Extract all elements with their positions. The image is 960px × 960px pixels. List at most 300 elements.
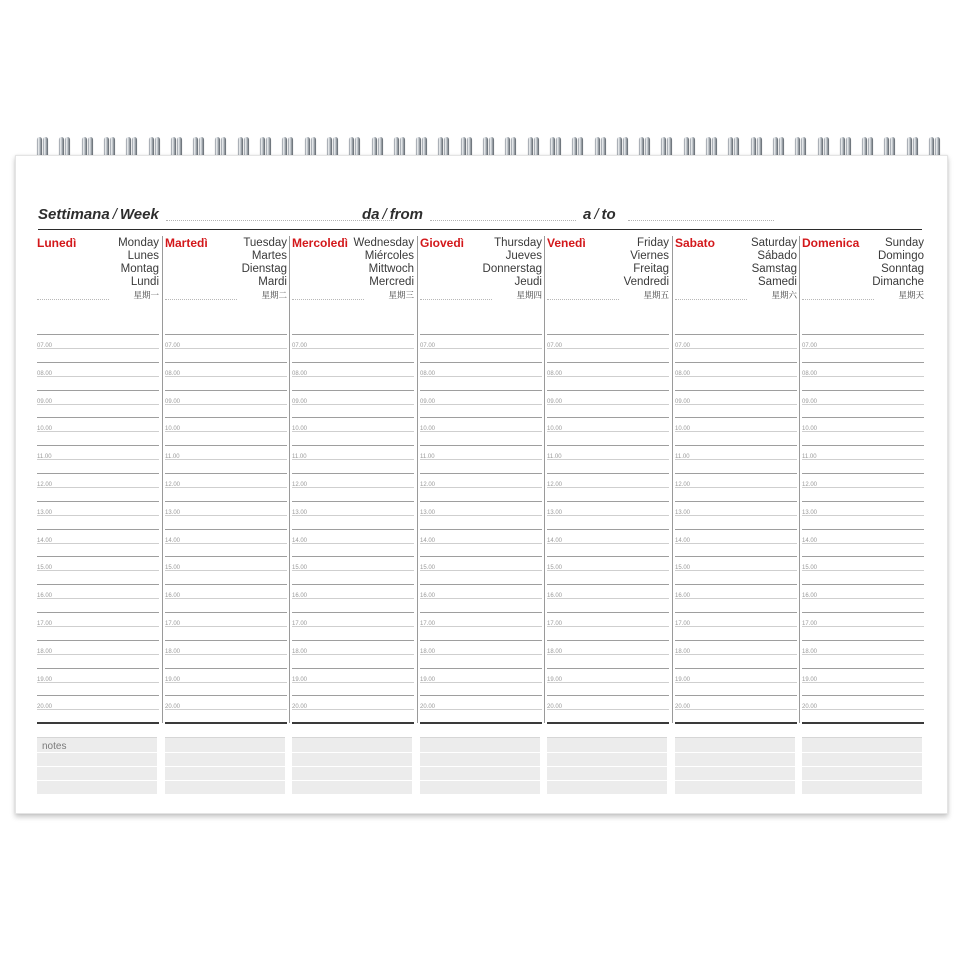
time-slot-line[interactable] [802, 626, 924, 627]
notes-box[interactable] [165, 737, 285, 794]
time-slot-line[interactable] [292, 404, 414, 405]
day-translation: Montag [120, 263, 159, 275]
time-slot-line[interactable] [420, 348, 542, 349]
time-slot-line[interactable] [547, 431, 669, 432]
time-slot-line[interactable] [675, 404, 797, 405]
time-slot-line[interactable] [675, 459, 797, 460]
day-column [675, 234, 797, 724]
notes-line [547, 780, 667, 781]
notes-line [420, 752, 540, 753]
time-slot-line[interactable] [802, 404, 924, 405]
hour-label: 17.00 [165, 621, 181, 627]
hour-label: 09.00 [802, 398, 818, 405]
time-slot-line[interactable] [292, 543, 414, 544]
date-field[interactable] [37, 298, 109, 300]
time-slot-line[interactable] [802, 362, 924, 363]
time-slot-line[interactable] [547, 390, 669, 391]
from-label: da / from [362, 206, 424, 223]
to-date-field[interactable] [628, 219, 774, 221]
time-slot-line[interactable] [547, 598, 669, 599]
time-slot-line[interactable] [420, 529, 542, 530]
hour-label: 07.00 [675, 343, 691, 349]
time-slot-line[interactable] [420, 570, 542, 571]
time-slot-line[interactable] [165, 376, 287, 377]
hour-label: 11.00 [165, 454, 180, 461]
day-translation: Lunes [127, 250, 159, 262]
time-slot-line[interactable] [292, 390, 414, 391]
time-slot-line[interactable] [292, 682, 414, 683]
time-slot-line[interactable] [37, 709, 159, 710]
time-slot-line[interactable] [547, 515, 669, 516]
time-slot-line[interactable] [37, 529, 159, 530]
time-slot-line[interactable] [165, 556, 287, 557]
hour-label: 07.00 [547, 343, 563, 349]
time-slot-line[interactable] [37, 626, 159, 627]
time-slot-line[interactable] [37, 682, 159, 683]
hour-label: 07.00 [292, 343, 308, 349]
time-slot-line[interactable] [547, 487, 669, 488]
time-slot-line[interactable] [675, 682, 797, 683]
time-slot-line[interactable] [547, 543, 669, 544]
hour-label: 12.00 [37, 482, 53, 488]
day-column [547, 234, 669, 724]
time-slot-line[interactable] [420, 404, 542, 405]
time-slot-line[interactable] [802, 654, 924, 655]
time-slot-line[interactable] [165, 348, 287, 349]
time-slot-line[interactable] [420, 487, 542, 488]
hour-label: 16.00 [547, 593, 563, 600]
time-slot-line[interactable] [802, 695, 924, 696]
time-slot-line[interactable] [420, 445, 542, 446]
time-slot-line[interactable] [420, 459, 542, 460]
time-slot-line[interactable] [292, 459, 414, 460]
time-slot-line[interactable] [165, 584, 287, 585]
time-slot-line[interactable] [802, 640, 924, 641]
notes-line [165, 780, 285, 781]
to-label: a / to [583, 206, 616, 223]
time-slot-line[interactable] [675, 501, 797, 502]
hour-label: 12.00 [802, 482, 818, 488]
day-translation: Martes [251, 250, 287, 262]
time-slot-line[interactable] [292, 487, 414, 488]
time-slot-line[interactable] [675, 668, 797, 669]
hour-label: 19.00 [292, 676, 308, 683]
time-slot-line[interactable] [547, 376, 669, 377]
time-slot-line[interactable] [37, 515, 159, 516]
day-translation: Mittwoch [368, 263, 414, 275]
time-slot-line[interactable] [165, 543, 287, 544]
time-slot-line[interactable] [420, 390, 542, 391]
time-slot-line[interactable] [547, 556, 669, 557]
time-slot-line[interactable] [292, 417, 414, 418]
time-slot-line[interactable] [292, 612, 414, 613]
day-translations [118, 237, 159, 301]
time-slot-line[interactable] [37, 570, 159, 571]
time-slot-line[interactable] [37, 640, 159, 641]
time-slot-line[interactable] [165, 640, 287, 641]
day-translation: Domingo [877, 250, 924, 262]
time-slot-line[interactable] [37, 556, 159, 557]
time-slot-line[interactable] [420, 543, 542, 544]
time-slot-line[interactable] [802, 390, 924, 391]
date-field[interactable] [802, 298, 874, 300]
time-slot-line[interactable] [547, 709, 669, 710]
time-slot-line[interactable] [547, 626, 669, 627]
time-slot-line[interactable] [420, 584, 542, 585]
time-slot-line[interactable] [165, 445, 287, 446]
time-slot-line[interactable] [547, 695, 669, 696]
time-slot-line[interactable] [547, 612, 669, 613]
time-slot-line[interactable] [675, 598, 797, 599]
hour-label: 12.00 [165, 482, 181, 488]
time-slot-line[interactable] [165, 598, 287, 599]
time-slot-line[interactable] [37, 431, 159, 432]
notes-line [165, 766, 285, 767]
time-slot-line[interactable] [675, 543, 797, 544]
column-bottom-rule [292, 722, 414, 724]
time-slot-line[interactable] [802, 431, 924, 432]
notes-line [292, 752, 412, 753]
time-slot-line[interactable] [165, 501, 287, 502]
time-slot-line[interactable] [547, 362, 669, 363]
time-slot-line[interactable] [675, 473, 797, 474]
hour-label: 20.00 [37, 704, 53, 711]
time-slot-line[interactable] [675, 626, 797, 627]
time-slot-line[interactable] [802, 668, 924, 669]
from-date-field[interactable] [430, 219, 576, 221]
time-slot-line[interactable] [420, 473, 542, 474]
hour-label: 11.00 [420, 454, 435, 461]
time-slot-line[interactable] [420, 362, 542, 363]
day-translation: Thursday [494, 237, 542, 249]
time-slot-line[interactable] [292, 376, 414, 377]
time-slot-line[interactable] [37, 584, 159, 585]
time-slot-line[interactable] [292, 556, 414, 557]
time-slot-line[interactable] [547, 654, 669, 655]
time-slot-line[interactable] [802, 682, 924, 683]
time-slot-line[interactable] [547, 417, 669, 418]
hour-label: 14.00 [547, 537, 563, 544]
column-bottom-rule [420, 722, 542, 724]
day-translations [872, 237, 924, 301]
time-slot-line[interactable] [675, 709, 797, 710]
time-slot-line[interactable] [37, 459, 159, 460]
notes-box[interactable] [547, 737, 667, 794]
time-slot-line[interactable] [802, 348, 924, 349]
day-separator [799, 236, 800, 723]
time-slot-line[interactable] [292, 362, 414, 363]
week-number-field[interactable] [166, 219, 394, 221]
time-slot-line[interactable] [675, 362, 797, 363]
hour-label: 13.00 [547, 509, 563, 516]
time-slot-line[interactable] [802, 584, 924, 585]
time-slot-line[interactable] [802, 473, 924, 474]
time-slot-line[interactable] [675, 529, 797, 530]
time-slot-line[interactable] [165, 668, 287, 669]
time-slot-line[interactable] [37, 348, 159, 349]
day-name: Sabato [675, 236, 716, 250]
time-slot-line[interactable] [165, 459, 287, 460]
notes-box[interactable] [420, 737, 540, 794]
time-slot-line[interactable] [547, 668, 669, 669]
time-slot-line[interactable] [675, 348, 797, 349]
day-translation: Monday [118, 237, 159, 249]
time-slot-line[interactable] [37, 362, 159, 363]
time-slot-line[interactable] [165, 473, 287, 474]
day-translation: Viernes [630, 250, 669, 262]
time-slot-line[interactable] [37, 543, 159, 544]
hour-label: 15.00 [37, 565, 53, 572]
time-slot-line[interactable] [675, 487, 797, 488]
time-slot-line[interactable] [165, 570, 287, 571]
time-slot-line[interactable] [420, 515, 542, 516]
time-slot-line[interactable] [165, 529, 287, 530]
time-slot-line[interactable] [420, 417, 542, 418]
time-slot-line[interactable] [802, 529, 924, 530]
hour-label: 12.00 [420, 482, 436, 488]
time-slot-line[interactable] [37, 654, 159, 655]
time-slot-line[interactable] [547, 529, 669, 530]
time-slot-line[interactable] [420, 709, 542, 710]
hour-label: 12.00 [292, 482, 308, 488]
time-slot-line[interactable] [675, 515, 797, 516]
date-field[interactable] [547, 298, 619, 300]
time-slot-line[interactable] [37, 501, 159, 502]
time-slot-line[interactable] [802, 445, 924, 446]
time-slot-line[interactable] [37, 695, 159, 696]
time-slot-line[interactable] [292, 640, 414, 641]
time-slot-line[interactable] [37, 404, 159, 405]
time-slot-line[interactable] [420, 556, 542, 557]
time-slot-line[interactable] [165, 654, 287, 655]
date-field[interactable] [292, 298, 364, 300]
time-slot-line[interactable] [165, 417, 287, 418]
time-slot-line[interactable] [802, 334, 924, 335]
time-slot-line[interactable] [292, 584, 414, 585]
time-slot-line[interactable] [292, 348, 414, 349]
time-slot-line[interactable] [165, 612, 287, 613]
time-slot-line[interactable] [675, 417, 797, 418]
time-slot-line[interactable] [420, 626, 542, 627]
time-slot-line[interactable] [802, 501, 924, 502]
time-slot-line[interactable] [37, 417, 159, 418]
time-slot-line[interactable] [675, 334, 797, 335]
column-bottom-rule [37, 722, 159, 724]
hour-label: 18.00 [547, 648, 563, 655]
time-slot-line[interactable] [292, 626, 414, 627]
time-slot-line[interactable] [675, 376, 797, 377]
time-slot-line[interactable] [420, 695, 542, 696]
time-slot-line[interactable] [420, 598, 542, 599]
hour-label: 13.00 [675, 509, 691, 516]
time-slot-line[interactable] [292, 668, 414, 669]
time-slot-line[interactable] [165, 515, 287, 516]
day-translations [624, 237, 669, 301]
time-slot-line[interactable] [675, 431, 797, 432]
time-slot-line[interactable] [292, 473, 414, 474]
time-slot-line[interactable] [420, 376, 542, 377]
time-slot-line[interactable] [802, 417, 924, 418]
time-slot-line[interactable] [675, 640, 797, 641]
time-slot-line[interactable] [802, 556, 924, 557]
time-slot-line[interactable] [675, 612, 797, 613]
time-slot-line[interactable] [37, 445, 159, 446]
date-field[interactable] [420, 298, 492, 300]
time-slot-line[interactable] [37, 612, 159, 613]
notes-box[interactable] [292, 737, 412, 794]
time-slot-line[interactable] [292, 598, 414, 599]
time-slot-line[interactable] [165, 487, 287, 488]
date-field[interactable] [675, 298, 747, 300]
time-slot-line[interactable] [802, 709, 924, 710]
time-slot-line[interactable] [37, 390, 159, 391]
time-slot-line[interactable] [165, 695, 287, 696]
time-slot-line[interactable] [165, 390, 287, 391]
time-slot-line[interactable] [292, 445, 414, 446]
date-field[interactable] [165, 298, 237, 300]
day-translation: Sábado [757, 250, 797, 262]
time-slot-line[interactable] [165, 334, 287, 335]
day-name: Lunedì [37, 236, 77, 250]
time-slot-line[interactable] [420, 668, 542, 669]
time-slot-line[interactable] [802, 543, 924, 544]
time-slot-line[interactable] [292, 570, 414, 571]
hour-label: 11.00 [292, 454, 307, 461]
hour-label: 08.00 [420, 370, 436, 377]
time-slot-line[interactable] [547, 584, 669, 585]
time-slot-line[interactable] [547, 445, 669, 446]
day-translation: Samstag [751, 263, 797, 275]
time-slot-line[interactable] [547, 404, 669, 405]
notes-line [675, 780, 795, 781]
hour-label: 10.00 [165, 426, 181, 433]
notes-line [37, 780, 157, 781]
hour-label: 14.00 [802, 537, 818, 544]
time-slot-line[interactable] [547, 570, 669, 571]
time-slot-line[interactable] [165, 709, 287, 710]
time-slot-line[interactable] [37, 376, 159, 377]
time-slot-line[interactable] [292, 529, 414, 530]
time-slot-line[interactable] [802, 598, 924, 599]
time-slot-line[interactable] [292, 515, 414, 516]
time-slot-line[interactable] [165, 404, 287, 405]
hour-label: 08.00 [547, 370, 563, 377]
time-slot-line[interactable] [802, 459, 924, 460]
time-slot-line[interactable] [37, 334, 159, 335]
hour-label: 16.00 [675, 593, 691, 600]
time-slot-line[interactable] [420, 654, 542, 655]
time-slot-line[interactable] [802, 612, 924, 613]
day-translation: Mercredi [369, 276, 414, 288]
time-slot-line[interactable] [547, 473, 669, 474]
time-slot-line[interactable] [292, 709, 414, 710]
time-slot-line[interactable] [37, 668, 159, 669]
time-slot-line[interactable] [675, 556, 797, 557]
time-slot-line[interactable] [547, 459, 669, 460]
time-slot-line[interactable] [547, 334, 669, 335]
time-slot-line[interactable] [547, 501, 669, 502]
time-slot-line[interactable] [802, 487, 924, 488]
notes-box[interactable] [802, 737, 922, 794]
day-translation-chinese: 星期三 [388, 290, 414, 300]
time-slot-line[interactable] [165, 626, 287, 627]
time-slot-line[interactable] [165, 431, 287, 432]
time-slot-line[interactable] [547, 640, 669, 641]
hour-label: 11.00 [675, 454, 690, 461]
notes-line [37, 766, 157, 767]
time-slot-line[interactable] [802, 515, 924, 516]
time-slot-line[interactable] [675, 654, 797, 655]
day-translation: Wednesday [353, 237, 414, 249]
notes-line [165, 752, 285, 753]
day-column [420, 234, 542, 724]
notes-line [292, 766, 412, 767]
hour-label: 18.00 [802, 648, 818, 655]
time-slot-line[interactable] [675, 390, 797, 391]
time-slot-line[interactable] [420, 431, 542, 432]
day-translation-chinese: 星期二 [261, 290, 287, 300]
time-slot-line[interactable] [165, 362, 287, 363]
notes-box[interactable] [675, 737, 795, 794]
notes-box[interactable] [37, 737, 157, 794]
time-slot-line[interactable] [675, 570, 797, 571]
time-slot-line[interactable] [802, 570, 924, 571]
time-slot-line[interactable] [675, 445, 797, 446]
hour-label: 19.00 [547, 676, 563, 683]
time-slot-line[interactable] [420, 640, 542, 641]
hour-label: 07.00 [420, 343, 436, 349]
time-slot-line[interactable] [547, 682, 669, 683]
hour-label: 15.00 [165, 565, 181, 572]
time-slot-line[interactable] [420, 612, 542, 613]
hour-label: 13.00 [37, 509, 53, 516]
time-slot-line[interactable] [802, 376, 924, 377]
column-bottom-rule [802, 722, 924, 724]
time-slot-line[interactable] [292, 431, 414, 432]
time-slot-line[interactable] [420, 501, 542, 502]
day-separator [672, 236, 673, 723]
time-slot-line[interactable] [292, 695, 414, 696]
hour-label: 17.00 [292, 621, 308, 627]
day-translation: Jueves [505, 250, 542, 262]
time-slot-line[interactable] [37, 598, 159, 599]
time-slot-line[interactable] [547, 348, 669, 349]
time-slot-line[interactable] [675, 695, 797, 696]
hour-label: 13.00 [802, 509, 818, 516]
day-name: Mercoledì [292, 236, 349, 250]
hour-label: 20.00 [165, 704, 181, 711]
hour-label: 15.00 [292, 565, 308, 572]
hour-label: 09.00 [420, 398, 436, 405]
day-translations [483, 237, 542, 301]
hour-label: 07.00 [165, 343, 181, 349]
hour-label: 17.00 [802, 621, 818, 627]
hour-label: 08.00 [675, 370, 691, 377]
time-slot-line[interactable] [37, 487, 159, 488]
time-slot-line[interactable] [37, 473, 159, 474]
time-slot-line[interactable] [675, 584, 797, 585]
time-slot-line[interactable] [420, 682, 542, 683]
hour-label: 18.00 [675, 648, 691, 655]
time-slot-line[interactable] [420, 334, 542, 335]
time-slot-line[interactable] [292, 334, 414, 335]
time-slot-line[interactable] [292, 654, 414, 655]
day-translation: Mardi [258, 276, 287, 288]
time-slot-line[interactable] [292, 501, 414, 502]
hour-label: 20.00 [420, 704, 436, 711]
time-slot-line[interactable] [165, 682, 287, 683]
day-translation: Saturday [750, 237, 797, 249]
